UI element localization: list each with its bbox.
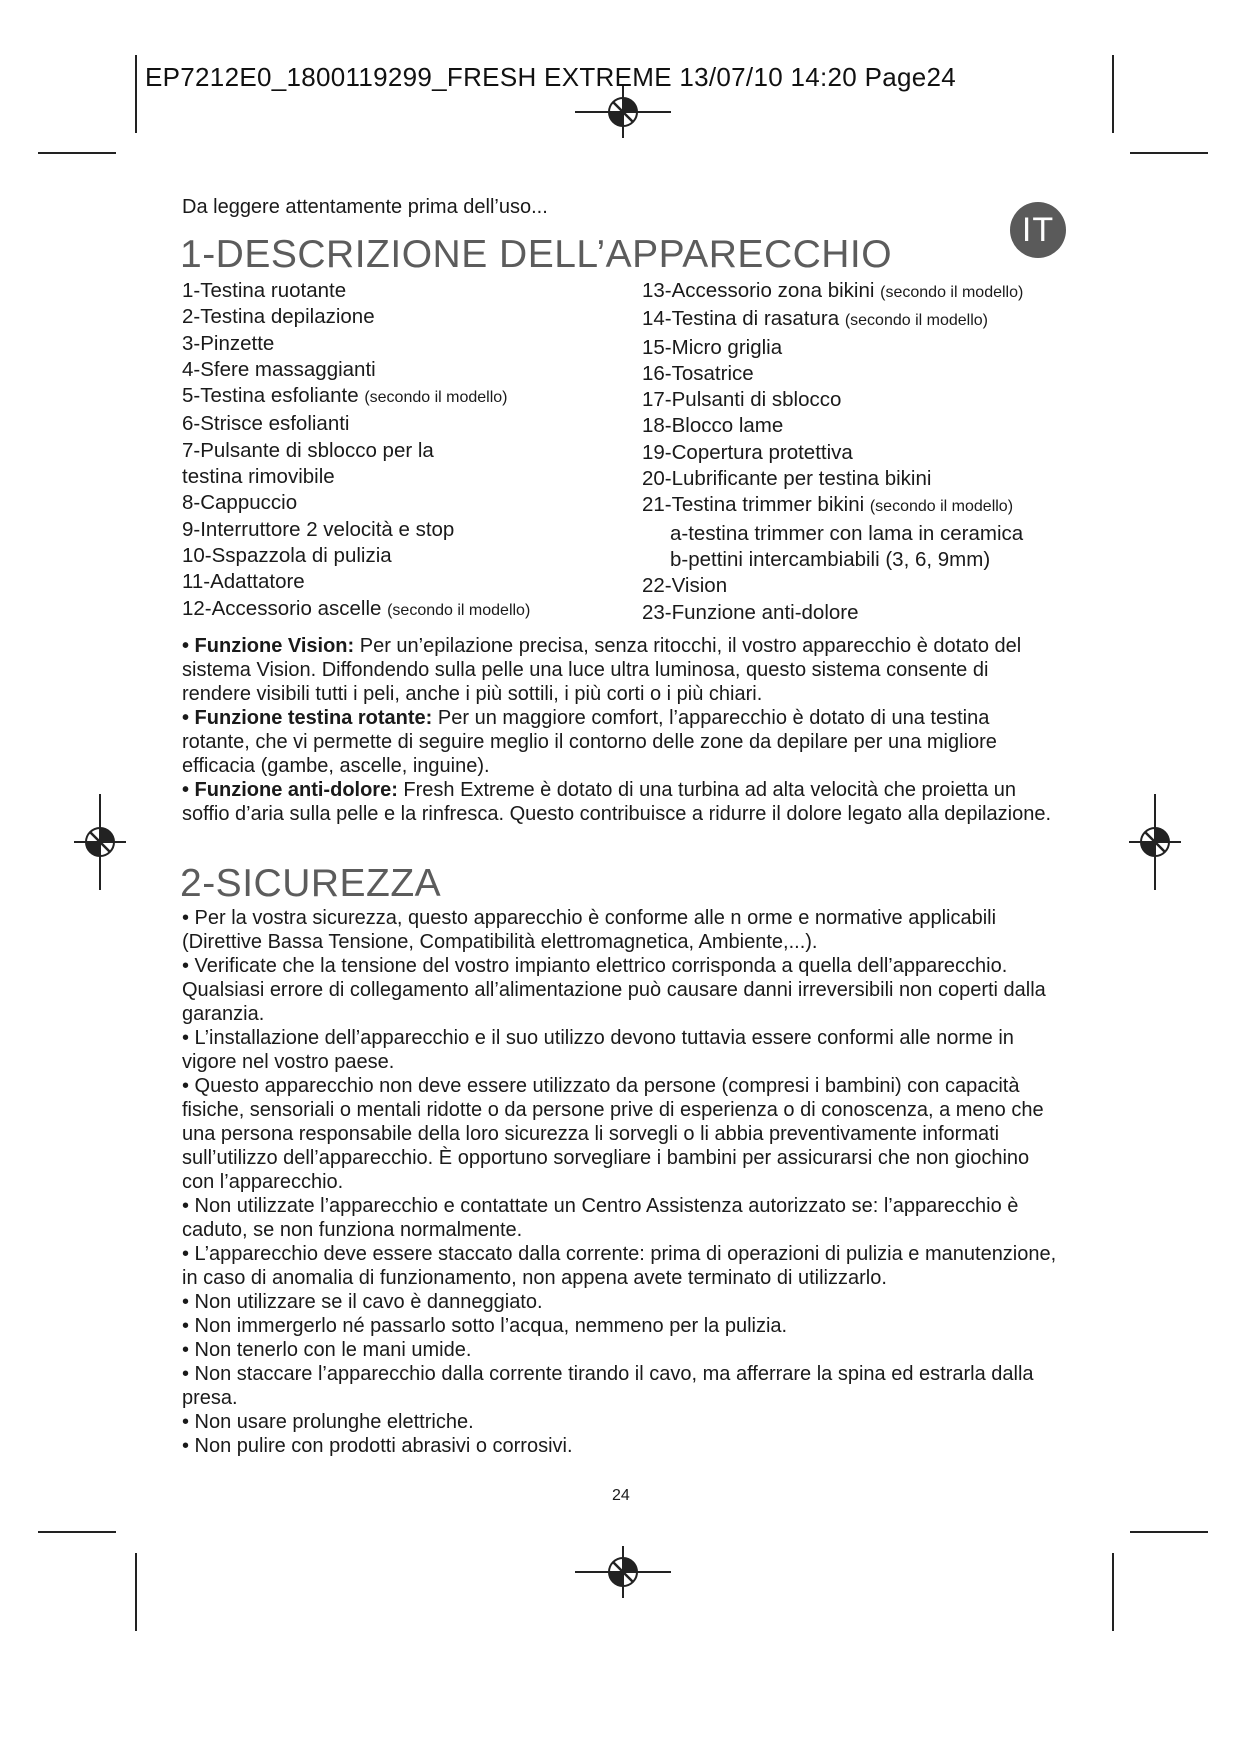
print-slug-header: EP7212E0_1800119299_FRESH EXTREME 13/07/10 14:20 Page24 [145, 62, 957, 92]
list-item: 22-Vision [642, 574, 728, 598]
crop-mark [135, 55, 137, 133]
feature-vision: • Funzione Vision: Per un’epilazione precisa, senza ritocchi, il vostro apparecchio è dotato del sistema Vision. Diffondendo sulla pelle una luce ultra luminosa, questo sistema consente di rendere visibili tutti i peli, anche i più sottili, i più corti o i più chiari. [182, 635, 1022, 705]
section-title-safety: 2-SICUREZZA [180, 862, 442, 905]
parts-list-right [642, 278, 1023, 626]
section-title-description: 1-DESCRIZIONE DELL’APPARECCHIO [180, 233, 893, 276]
list-item: testina rimovibile [182, 465, 335, 489]
intro-text: Da leggere attentamente prima dell’uso... [182, 196, 548, 218]
list-item: a-testina trimmer con lama in ceramica [670, 521, 1024, 545]
list-item: 11-Adattatore [182, 570, 305, 594]
safety-list [182, 906, 1062, 1458]
list-item: 13-Accessorio zona bikini (secondo il modello) [642, 279, 1024, 302]
feature-rotating-head: • Funzione testina rotante: Per un maggiore comfort, l’apparecchio è dotato di una testina rotante, che vi permette di seguire meglio il contorno delle zone da depilare per una migliore efficacia (gambe, ascelle, inguine). [182, 707, 997, 777]
language-badge: IT [1010, 202, 1066, 258]
crop-mark [38, 1531, 116, 1533]
page-number: 24 [612, 1487, 630, 1504]
list-item: 8-Cappuccio [182, 491, 298, 515]
features-section [182, 634, 1062, 826]
safety-item: • Non pulire con prodotti abrasivi o corrosivi. [182, 1435, 573, 1457]
safety-item: • Non usare prolunghe elettriche. [182, 1411, 474, 1433]
safety-item: • Non utilizzate l’apparecchio e contattate un Centro Assistenza autorizzato se: l’apparecchio è caduto, se non funziona normalmente. [182, 1195, 1019, 1241]
list-item: 15-Micro griglia [642, 335, 783, 359]
registration-mark-icon [573, 1542, 673, 1602]
list-item: 4-Sfere massaggianti [182, 357, 376, 381]
safety-item: • Per la vostra sicurezza, questo apparecchio è conforme alle n orme e normative applicabili (Direttive Bassa Tensione, Compatibilità elettromagnetica, Ambiente,...). [182, 907, 997, 953]
list-item: 7-Pulsante di sblocco per la [182, 438, 434, 462]
parts-list-left [182, 278, 530, 624]
list-item: b-pettini intercambiabili (3, 6, 9mm) [670, 547, 991, 571]
list-item: 19-Copertura protettiva [642, 440, 853, 464]
crop-mark [38, 152, 116, 154]
safety-item: • Non tenerlo con le mani umide. [182, 1339, 472, 1361]
safety-item: • Non immergerlo né passarlo sotto l’acqua, nemmeno per la pulizia. [182, 1315, 788, 1337]
registration-mark-icon [1125, 792, 1185, 892]
list-item: 17-Pulsanti di sblocco [642, 388, 842, 412]
list-item: 5-Testina esfoliante (secondo il modello) [182, 384, 508, 408]
crop-mark [1112, 1553, 1114, 1631]
safety-item: • Questo apparecchio non deve essere utilizzato da persone (compresi i bambini) con capacità fisiche, sensoriali o mentali ridotte o da persone prive di esperienza o di conoscenza, a meno che una persona responsabile della loro sicurezza li sorvegli o li abbia preventivamente informati sull’utilizzo dell’apparecchio. È opportuno sorvegliare i bambini per assicurarsi che non giochino con l’apparecchio. [182, 1075, 1044, 1193]
list-item: 1-Testina ruotante [182, 279, 347, 302]
safety-item: • Non utilizzare se il cavo è danneggiato. [182, 1291, 543, 1313]
list-item: 14-Testina di rasatura (secondo il modello) [642, 307, 989, 331]
feature-anti-pain: • Funzione anti-dolore: Fresh Extreme è dotato di una turbina ad alta velocità che proietta un soffio d’aria sulla pelle e la rinfresca. Questo contribuisce a ridurre il dolore legato alla depilazione. [182, 779, 1052, 825]
list-item: 18-Blocco lame [642, 414, 784, 438]
list-item: 10-Sspazzola di pulizia [182, 543, 392, 567]
list-item: 9-Interruttore 2 velocità e stop [182, 517, 455, 541]
crop-mark [1130, 1531, 1208, 1533]
list-item: 2-Testina depilazione [182, 305, 375, 329]
list-item: 20-Lubrificante per testina bikini [642, 467, 932, 491]
list-item: 16-Tosatrice [642, 361, 754, 385]
registration-mark-icon [70, 792, 130, 892]
crop-mark [1130, 152, 1208, 154]
list-item: 21-Testina trimmer bikini (secondo il modello) [642, 493, 1014, 517]
list-item: 23-Funzione anti-dolore [642, 600, 859, 624]
list-item: 3-Pinzette [182, 331, 275, 355]
list-item: 12-Accessorio ascelle (secondo il modello) [182, 596, 531, 620]
safety-item: • Non staccare l’apparecchio dalla corrente tirando il cavo, ma afferrare la spina ed estrarla dalla presa. [182, 1363, 1034, 1409]
crop-mark [135, 1553, 137, 1631]
safety-item: • L’installazione dell’apparecchio e il suo utilizzo devono tuttavia essere conformi alle norme in vigore nel vostro paese. [182, 1027, 1014, 1073]
safety-item: • L’apparecchio deve essere staccato dalla corrente: prima di operazioni di pulizia e manutenzione, in caso di anomalia di funzionamento, non appena avete terminato di utilizzarlo. [182, 1243, 1057, 1289]
list-item: 6-Strisce esfolianti [182, 412, 350, 436]
crop-mark [1112, 55, 1114, 133]
safety-item: • Verificate che la tensione del vostro impianto elettrico corrisponda a quella dell’apparecchio. Qualsiasi errore di collegamento all’alimentazione può causare danni irreversibili non coperti dalla garanzia. [182, 955, 1046, 1025]
